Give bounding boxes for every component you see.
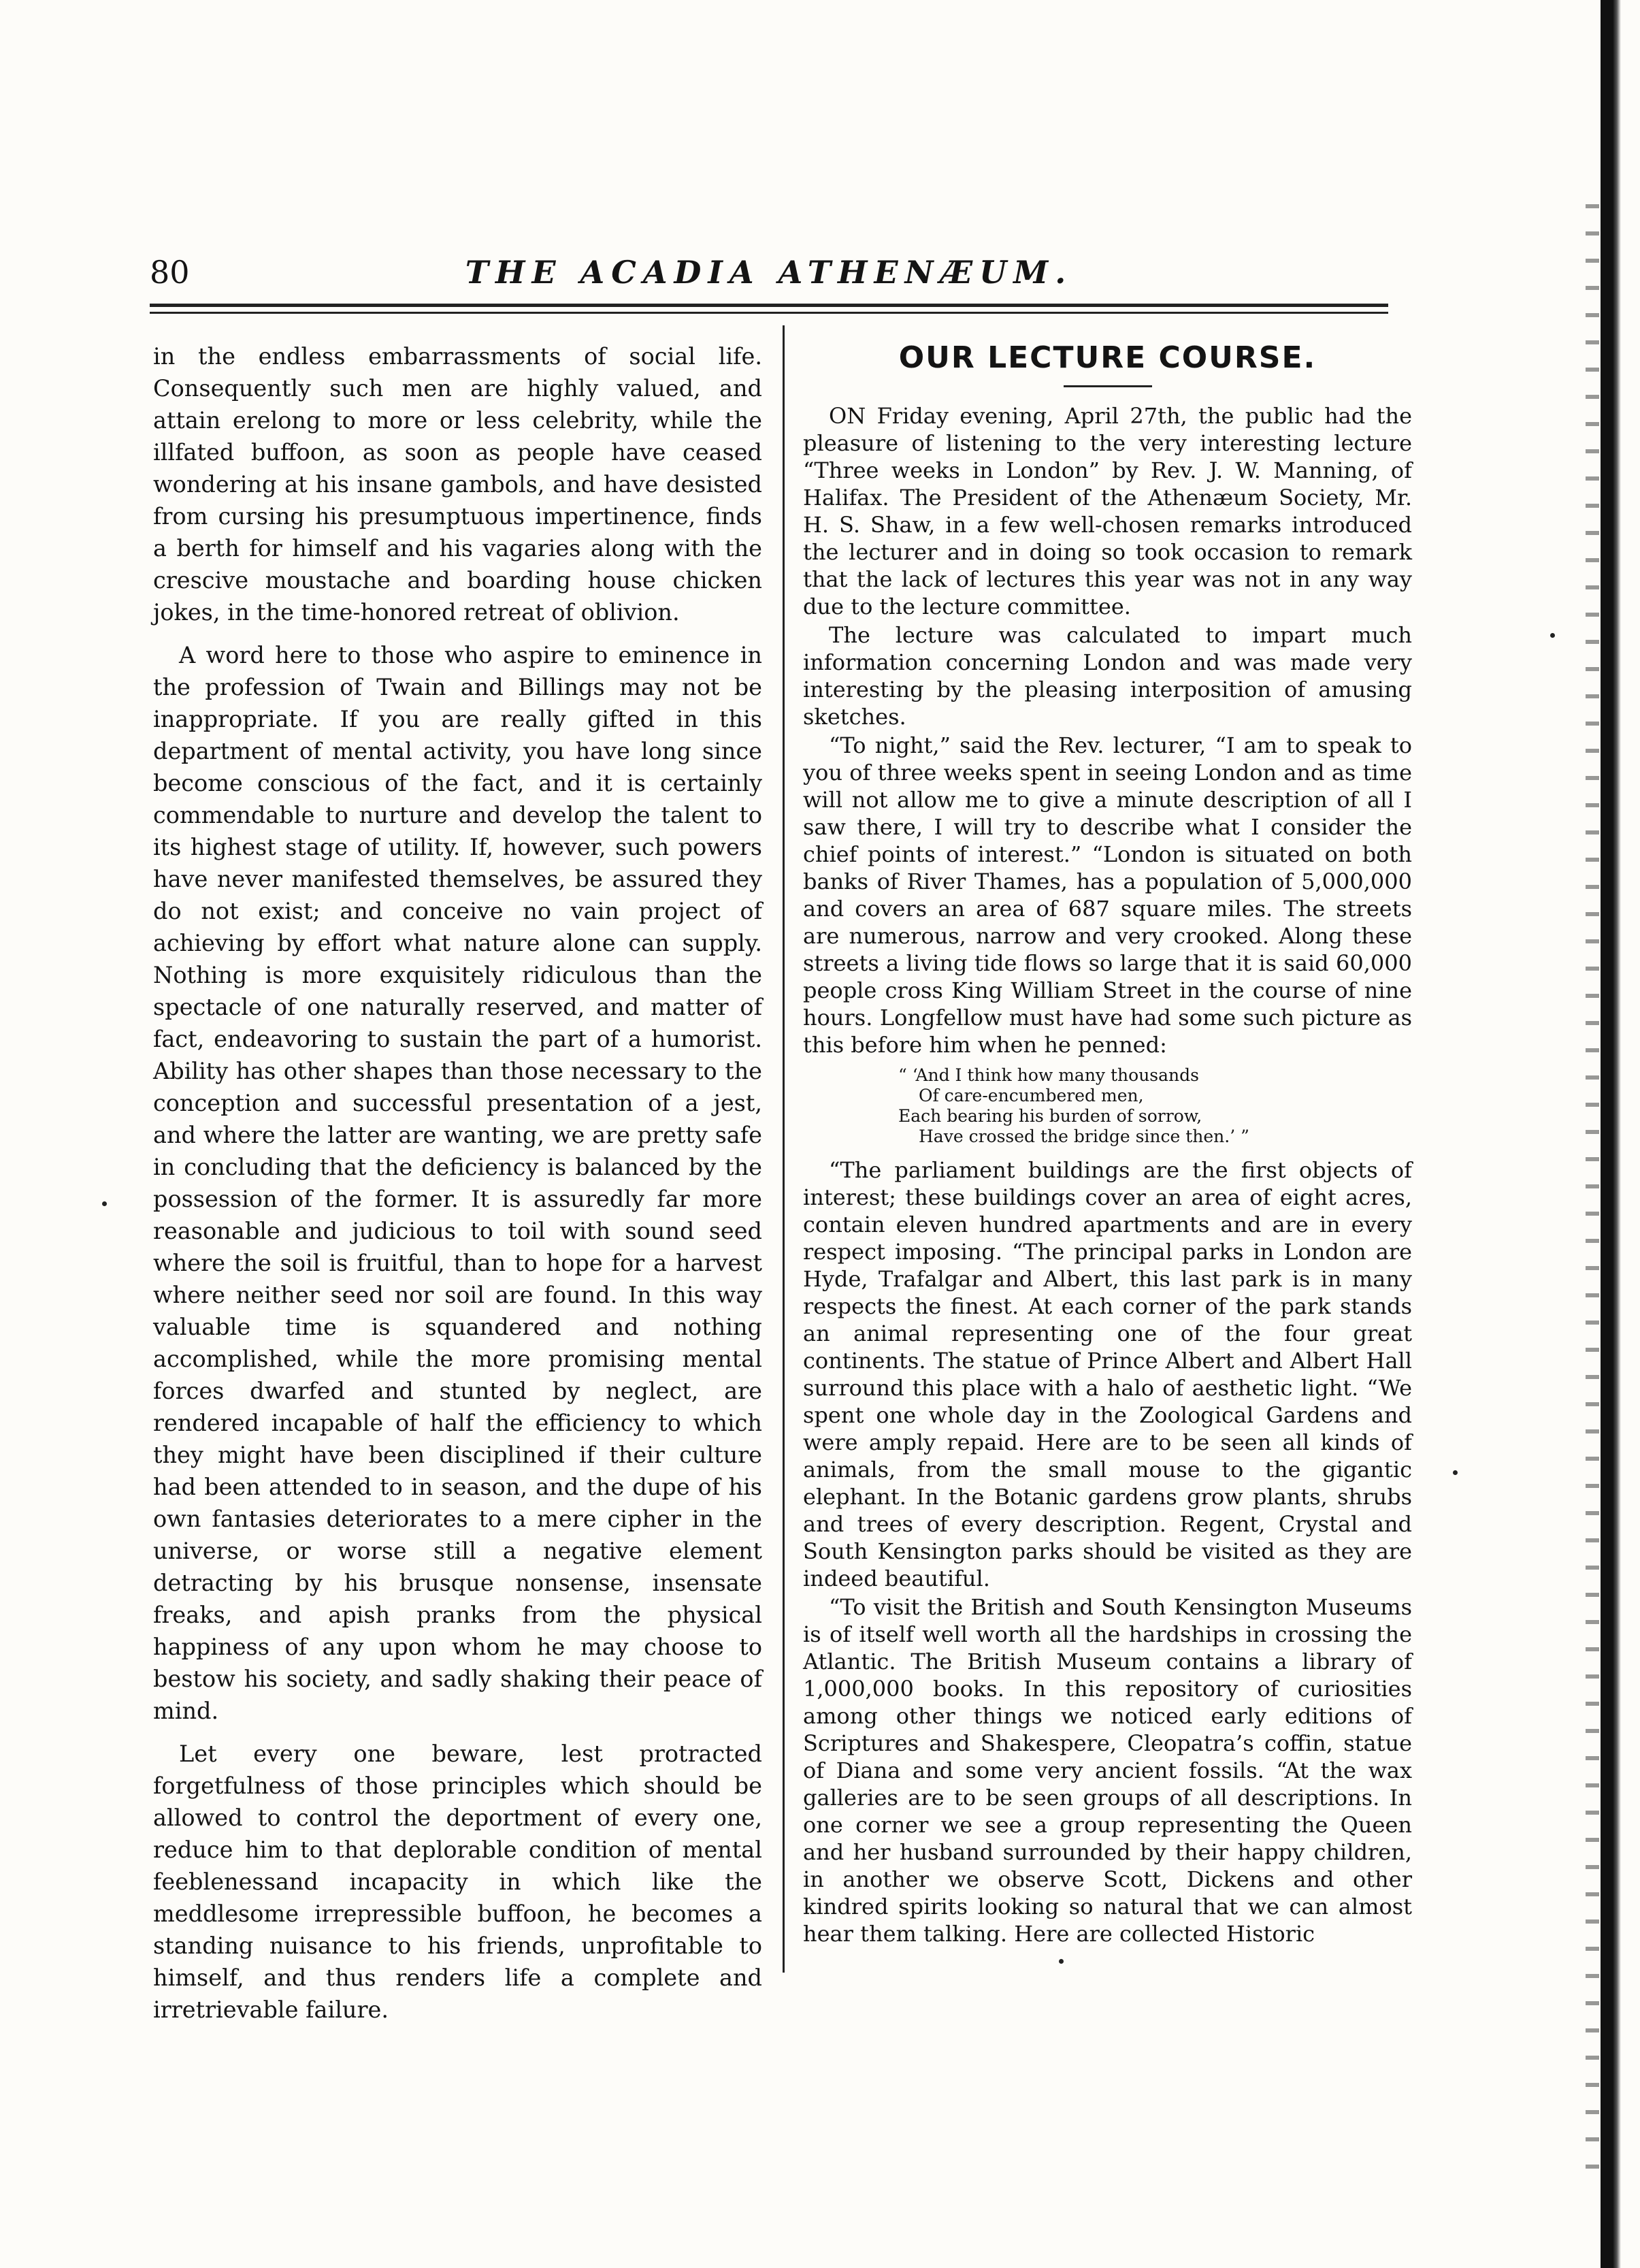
poem-quote bbox=[803, 1065, 1412, 1147]
right-column bbox=[803, 340, 1412, 1974]
poem-line: Of care-encumbered men, bbox=[919, 1086, 1144, 1105]
running-header bbox=[150, 253, 1388, 294]
right-paragraph: “The parliament buildings are the first objects of interest; these buildings cover an area of eight acres, contain eleven hundred apartments and are in every respect imposing. “The principal parks in London are Hyde, Trafalgar and Albert, this last park is in many respects the finest. At each corner of the park stands an animal representing one of the four great continents. The statue of Prince Albert and Albert Hall surround this place with a halo of aesthetic light. “We spent one whole day in the Zoological Gardens and were amply repaid. Here are to be seen all kinds of animals, from the small mouse to the gigantic elephant. In the Botanic gardens grow plants, shrubs and trees of every description. Regent, Crystal and South Kensington parks should be visited as they are indeed beautiful. bbox=[803, 1157, 1412, 1591]
poem-line: “ ‘And I think how many thousands bbox=[898, 1065, 1199, 1085]
left-paragraph: Let every one beware, lest protracted forgetfulness of those principles which should be allowed to control the deportment of every one, reduce him to that deplorable condition of mental feeblenessand incapacity in which like the meddlesome irrepressible buffoon, he becomes a standing nuisance to his friends, unprofitable to himself, and thus renders life a complete and irretrievable failure. bbox=[153, 1740, 762, 2023]
scan-edge-bar bbox=[1601, 0, 1621, 2268]
header-rule-thick bbox=[150, 304, 1388, 307]
right-paragraph: ON Friday evening, April 27th, the public had the pleasure of listening to the very interesting lecture “Three weeks in London” by Rev. J. W. Manning, of Halifax. The President of the Athenæum Society, Mr. H. S. Shaw, in a few well-chosen remarks introduced the lecturer and in doing so took occasion to remark that the lack of lectures this year was not in any way due to the lecture committee. bbox=[803, 403, 1412, 619]
right-paragraph: The lecture was calculated to impart much information concerning London and was made very interesting by the pleasing interposition of amusing sketches. bbox=[803, 622, 1412, 730]
left-paragraph: in the endless embarrassments of social life. Consequently such men are highly valued, and attain erelong to more or less celebrity, while the illfated buffoon, as soon as people have ceased wondering at his insane gambols, and have desisted from cursing his presumptuous impertinence, finds a berth for himself and his vagaries along with the crescive moustache and boarding house chicken jokes, in the time-honored retreat of oblivion. bbox=[153, 343, 762, 626]
ink-speck bbox=[1550, 633, 1555, 638]
right-paragraph: “To night,” said the Rev. lecturer, “I am to speak to you of three weeks spent in seeing London and as time will not allow me to give a minute description of all I saw there, I will try to describe what I consider the chief points of interest.” “London is situated on both banks of River Thames, has a population of 5,000,000 and covers an area of 687 square miles. The streets are numerous, narrow and very crooked. Along these streets a living tide flows so large that it is said 60,000 people cross King William Street in the course of nine hours. Longfellow must have had some such picture as this before him when he penned: bbox=[803, 732, 1412, 1058]
ink-speck bbox=[1059, 1959, 1064, 1964]
column-divider bbox=[783, 325, 785, 1973]
left-paragraph: A word here to those who aspire to eminence in the profession of Twain and Billings may not be inappropriate. If you are really gifted in this department of mental activity, you have long since become conscious of the fact, and it is certainly commendable to nurture and develop the talent to its highest stage of utility. If, however, such powers have never manifested themselves, be assured they do not exist; and conceive no vain project of achieving by effort what nature alone can supply. Nothing is more exquisitely ridiculous than the spectacle of one naturally reserved, and matter of fact, endeavoring to sustain the part of a humorist. Ability has other shapes than those necessary to the conception and successful presentation of a jest, and where the latter are wanting, we are pretty safe in concluding that the deficiency is balanced by the possession of the former. It is assuredly far more reasonable and judicious to toil with sound seed where the soil is fruitful, than to hope for a harvest where neither seed nor soil are found. In this way valuable time is squandered and nothing accomplished, while the more promising mental forces dwarfed and stunted by neglect, are rendered incapable of half the efficiency to which they might have been disciplined if their culture had been attended to in season, and the dupe of his own fantasies deteriorates to a mere cipher in the universe, or worse still a negative element detracting by his brusque nonsense, insensate freaks, and apish pranks from the physical happiness of any upon whom he may choose to bestow his society, and sadly shaking their peace of mind. bbox=[153, 642, 762, 1724]
scan-edge-shadow bbox=[1586, 204, 1599, 2178]
ink-speck bbox=[102, 1201, 107, 1206]
header-rule-thin bbox=[150, 312, 1388, 314]
section-title-rule bbox=[1064, 385, 1152, 387]
poem-line: Have crossed the bridge since then.’ ” bbox=[919, 1127, 1249, 1146]
section-title: OUR LECTURE COURSE. bbox=[898, 340, 1317, 375]
left-column bbox=[153, 340, 762, 2023]
right-paragraph: “To visit the British and South Kensington Museums is of itself well worth all the hardships in crossing the Atlantic. The British Museum contains a library of 1,000,000 books. In this repository of curiosities among other things we noticed early editions of Scriptures and Shakespere, Cleopatra’s coffin, statue of Diana and some very ancient fossils. “At the wax galleries are to be seen groups of all descriptions. In one corner we see a group representing the Queen and her husband surrounded by their happy children, in another we observe Scott, Dickens and other kindred spirits looking so natural that we can almost hear them talking. Here are collected Historic bbox=[803, 1594, 1412, 1947]
ink-speck bbox=[1453, 1470, 1458, 1475]
page-number: 80 bbox=[150, 254, 190, 291]
journal-title: THE ACADIA ATHENÆUM. bbox=[465, 254, 1073, 291]
poem-line: Each bearing his burden of sorrow, bbox=[898, 1106, 1202, 1126]
